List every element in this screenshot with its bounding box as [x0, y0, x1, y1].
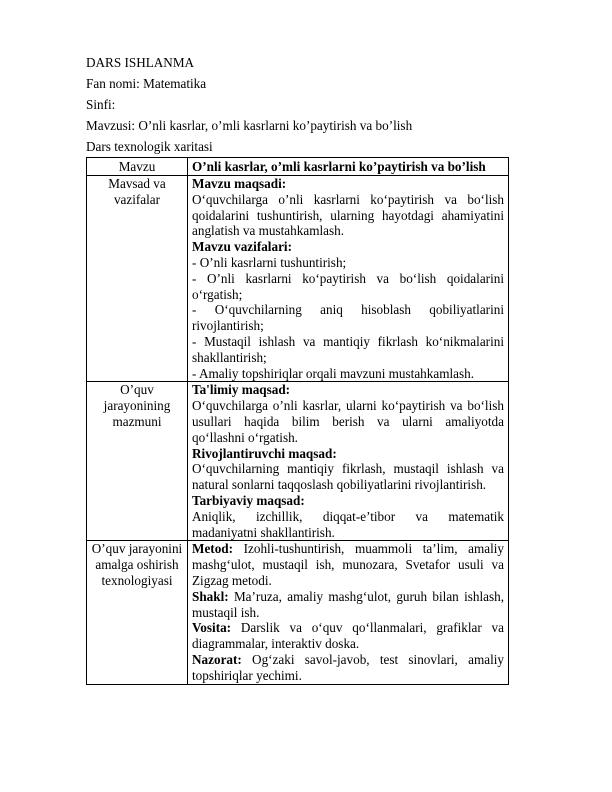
map-title: Dars texnologik xaritasi: [86, 139, 213, 154]
list-item: - O’nli kasrlarni ko‘paytirish va bo‘lish qoidalarini o‘rgatish;: [192, 270, 504, 302]
tools-value: Darslik va o‘quv qo‘llanmalari, grafiklar va diagrammalar, interaktiv doska.: [192, 620, 504, 652]
table-row: [87, 541, 509, 684]
method-key: Metod:: [192, 541, 234, 557]
section-heading: Mavzu maqsadi:: [192, 176, 287, 191]
row-content: [188, 382, 509, 541]
grade-line: Sinfi:: [86, 97, 116, 112]
control-value: Og‘zaki savol-javob, test sinovlari, amaliy topshiriqlar yechimi.: [192, 651, 504, 683]
section-text: O‘quvchilarga o’nli kasrlar, ularni ko‘paytirish va bo‘lish usullari haqida bilim berish va ularni amaliyotda qo‘llashni o‘rgatish.: [192, 398, 504, 445]
form-value: Ma’ruza, amaliy mashg‘ulot, guruh bilan ishlash, mustaqil ish.: [192, 588, 504, 620]
tools-key: Vosita:: [192, 620, 232, 636]
method-value: Izohli-tushuntirish, muammoli ta’lim, amaliy mashg‘ulot, mustaqil ish, munozara, Svetafor usuli va Zigzag metodi.: [192, 541, 504, 588]
topic-line: Mavzusi: O’nli kasrlar, o’mli kasrlarni ko’paytirish va bo’lish: [86, 118, 413, 133]
control-paragraph: [192, 652, 504, 684]
tools-paragraph: [192, 620, 504, 652]
control-key: Nazorat:: [192, 651, 242, 667]
method-paragraph: [192, 541, 504, 588]
section-heading: Mavzu vazifalari:: [192, 239, 292, 255]
technology-map-table: [86, 157, 509, 685]
header-left-cell: Mavzu: [87, 158, 188, 176]
row-content: [188, 176, 509, 382]
header-right-cell: O’nli kasrlar, o’mli kasrlarni ko’paytirish va bo’lish: [188, 158, 509, 176]
form-paragraph: [192, 589, 504, 621]
section-text: Aniqlik, izchillik, diqqat-e’tibor va matematik madaniyatni shakllantirish.: [192, 508, 504, 540]
section-heading: Ta'limiy maqsad:: [192, 382, 291, 398]
list-item: - O’nli kasrlarni tushuntirish;: [192, 254, 347, 270]
form-key: Shakl:: [192, 588, 229, 604]
row-label: Mavsad va vazifalar: [87, 176, 188, 382]
section-heading: Tarbiyaviy maqsad:: [192, 492, 305, 508]
row-label: O’quv jarayonining mazmuni: [87, 382, 188, 541]
section-text: O‘quvchilarga o’nli kasrlarni ko‘paytirish va bo‘lish qoidalarini tushuntirish, ularning hayotdagi ahamiyatini anglatish va mustahkamlash.: [192, 191, 504, 239]
document-title: DARS ISHLANMA: [86, 55, 195, 70]
row-content: [188, 541, 509, 684]
list-item: - Amaliy topshiriqlar orqali mavzuni mustahkamlash.: [192, 365, 475, 381]
row-label: O’quv jarayonini amalga oshirish texnologiyasi: [87, 541, 188, 684]
table-row: [87, 176, 509, 382]
section-text: O‘quvchilarning mantiqiy fikrlash, mustaqil ishlash va natural sonlarni taqqoslash qobiliyatlarini rivojlantirish.: [192, 461, 504, 493]
document-page: [86, 52, 509, 685]
list-item: - O‘quvchilarning aniq hisoblash qobiliyatlarini rivojlantirish;: [192, 302, 504, 334]
table-header-row: [87, 158, 509, 176]
table-row: [87, 382, 509, 541]
section-heading: Rivojlantiruvchi maqsad:: [192, 445, 337, 461]
subject-line: Fan nomi: Matematika: [86, 76, 207, 91]
list-item: - Mustaqil ishlash va mantiqiy fikrlash ko‘nikmalarini shakllantirish;: [192, 333, 504, 365]
